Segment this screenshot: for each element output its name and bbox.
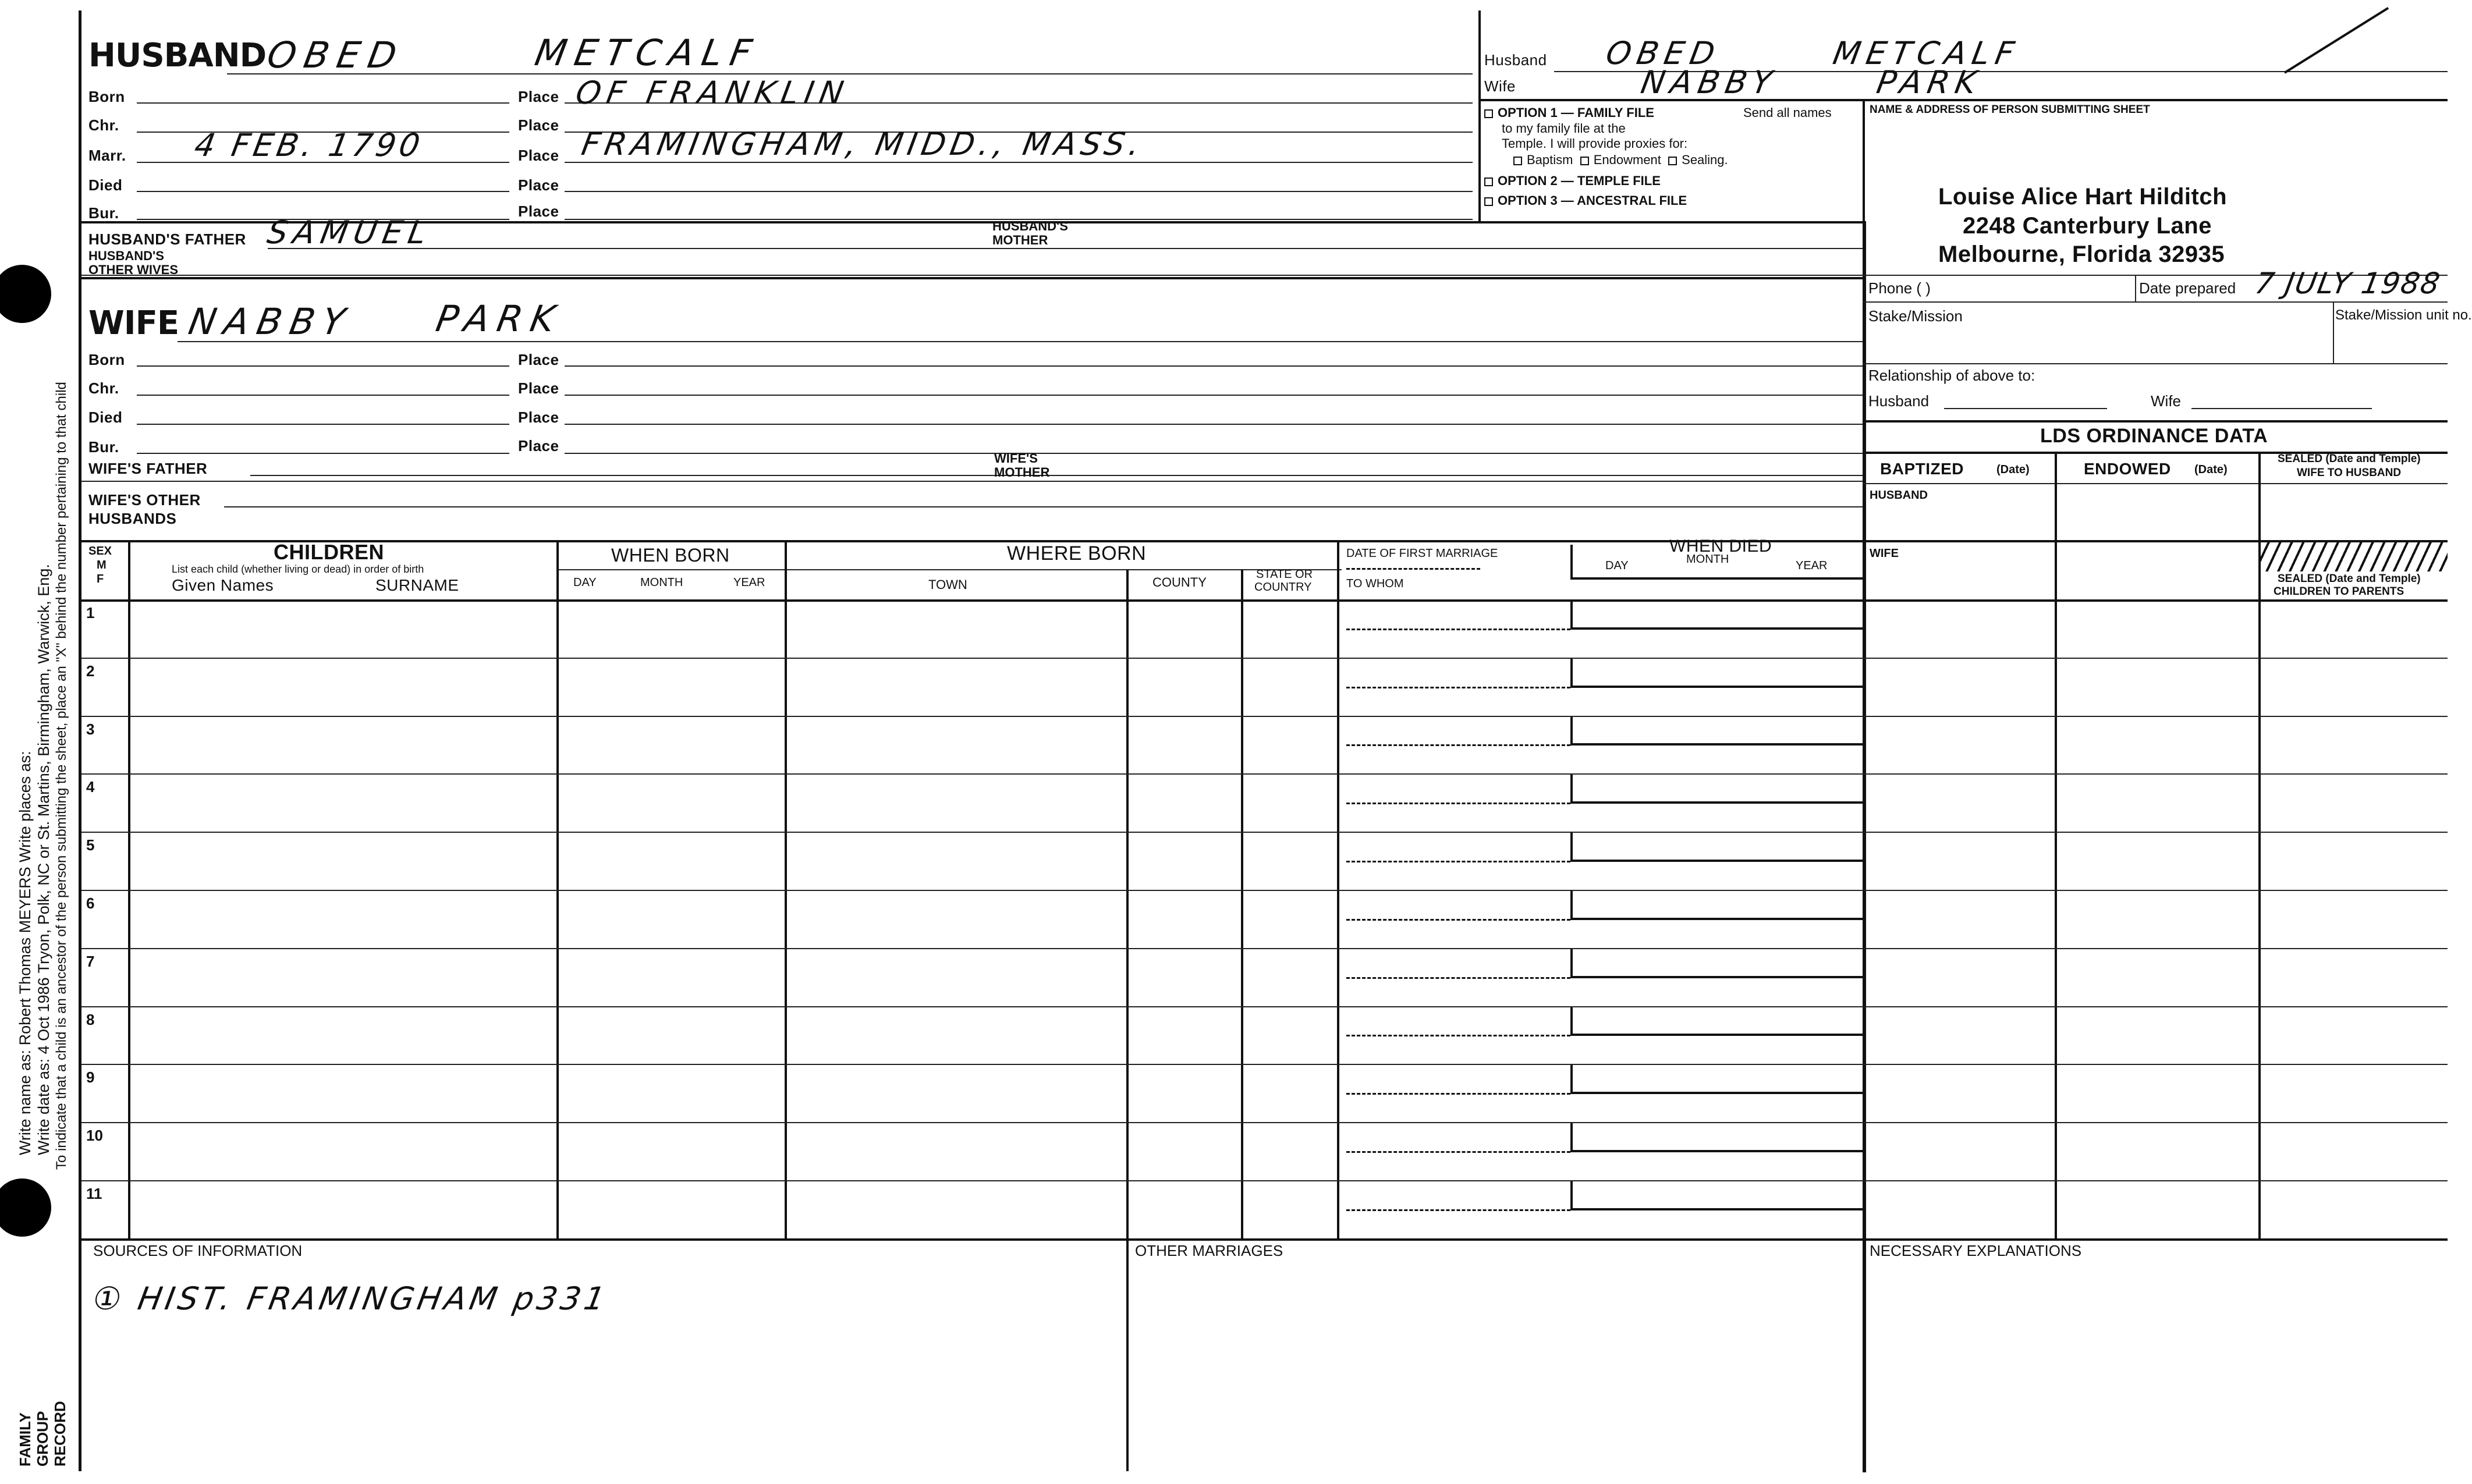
when-born-label: WHEN BORN	[611, 545, 730, 566]
footer-divider-1	[1126, 1238, 1129, 1471]
when-died-header-box	[1570, 545, 1863, 580]
husband-marr-label: Marr.	[88, 147, 126, 164]
first-marriage-label: DATE OF FIRST MARRIAGE	[1346, 547, 1498, 560]
punch-hole-top	[0, 265, 51, 323]
option1-line-c: to my family file at the	[1502, 121, 1626, 136]
record-title-1: FAMILY	[16, 1412, 34, 1467]
summary-husband-surname[interactable]: METCALF	[1830, 35, 2023, 72]
divider-husband-summary	[1478, 10, 1481, 221]
summary-husband-label: Husband	[1484, 51, 1547, 69]
other-marriages-label: OTHER MARRIAGES	[1135, 1242, 1283, 1259]
when-died-box[interactable]	[1570, 890, 1863, 920]
wife-surname[interactable]: PARK	[432, 297, 566, 340]
state-label-2: COUNTRY	[1254, 581, 1312, 594]
option3-label: OPTION 3 — ANCESTRAL FILE	[1498, 193, 1687, 208]
summary-wife-surname[interactable]: PARK	[1874, 64, 1985, 101]
wife-died-place-label: Place	[518, 409, 559, 426]
husband-chr-place-label: Place	[518, 116, 559, 134]
wife-bur-place-line	[565, 453, 1863, 454]
child-row-11[interactable]	[81, 1180, 1863, 1238]
lds-top-line	[1863, 420, 2448, 423]
rel-husband-line	[1944, 408, 2107, 409]
child-row-4[interactable]	[81, 773, 1863, 832]
child-row-number: 4	[86, 778, 95, 796]
husband-died-place-line	[565, 191, 1473, 192]
option1-line-a	[1484, 105, 1654, 120]
died-year-label: YEAR	[1796, 559, 1828, 572]
wife-born-place-line	[565, 365, 1863, 367]
first-marriage-dash	[1346, 919, 1570, 921]
child-row-number: 6	[86, 894, 95, 912]
rel-wife-label: Wife	[2151, 392, 2181, 410]
first-marriage-dash	[1346, 1151, 1570, 1153]
husband-surname[interactable]: METCALF	[531, 31, 763, 74]
wife-died-label: Died	[88, 409, 123, 426]
wife-chr-label: Chr.	[88, 379, 119, 397]
sources-value[interactable]: ① HIST. FRAMINGHAM p331	[90, 1280, 611, 1317]
born-month-label: MONTH	[640, 576, 683, 589]
died-day-label: DAY	[1605, 559, 1629, 572]
child-row-8[interactable]	[81, 1006, 1863, 1064]
husband-label: HUSBAND	[88, 37, 267, 74]
child-row-number: 3	[86, 720, 95, 738]
wife-top-line	[81, 277, 1863, 279]
wife-father-line	[250, 475, 1071, 476]
first-marriage-dash	[1346, 1035, 1570, 1036]
state-label-1: STATE OR	[1256, 568, 1313, 581]
child-row-separator	[81, 890, 2448, 891]
wife-father-label: WIFE'S FATHER	[88, 460, 208, 477]
child-row-2[interactable]	[81, 658, 1863, 716]
wife-born-place-label: Place	[518, 351, 559, 368]
child-row-number: 10	[86, 1127, 103, 1145]
lds-header-bottom-line	[1863, 483, 2448, 484]
died-month-label: MONTH	[1686, 553, 1729, 566]
phone-date-divider	[2135, 275, 2136, 301]
child-row-number: 5	[86, 836, 95, 854]
child-row-separator	[81, 1122, 2448, 1123]
summary-husband-given[interactable]: OBED	[1603, 35, 1723, 72]
child-row-separator	[81, 773, 2448, 775]
given-names-label: Given Names	[172, 576, 274, 594]
first-marriage-dash	[1346, 1209, 1570, 1211]
summary-options-divider	[1863, 99, 1865, 221]
child-row-number: 8	[86, 1010, 95, 1028]
husband-father-line	[268, 248, 1071, 249]
margin-note-2: Write date as: 4 Oct 1986 Tryon, Polk, NC or St. Martins, Birmingham, Warwick, Eng.	[35, 564, 52, 1155]
proxy-endowment-checkbox[interactable]	[1580, 157, 1589, 165]
lds-endowed: ENDOWED	[2084, 460, 2171, 478]
lds-sealed-c2p-2: CHILDREN TO PARENTS	[2274, 585, 2404, 598]
husband-given-name[interactable]: OBED	[264, 34, 408, 76]
husband-born-place[interactable]: OF FRANKLIN	[573, 74, 853, 111]
sex-label-3: F	[97, 573, 104, 585]
wife-bur-place-label: Place	[518, 437, 559, 455]
lds-husband-label: HUSBAND	[1870, 489, 1928, 502]
rel-husband-label: Husband	[1868, 392, 1930, 410]
husband-other-wives-label-1: HUSBAND'S	[88, 248, 164, 263]
lds-sealed-c2p-1: SEALED (Date and Temple)	[2278, 573, 2421, 585]
first-marriage-dash	[1346, 629, 1570, 630]
wife-born-label: Born	[88, 351, 125, 368]
born-day-label: DAY	[573, 576, 597, 589]
wife-other-husbands-line	[224, 506, 1863, 507]
relationship-label: Relationship of above to:	[1868, 367, 2035, 384]
wife-other-husbands-label-1: WIFE'S OTHER	[88, 491, 201, 509]
wife-bur-line	[137, 453, 509, 454]
town-label: TOWN	[928, 577, 967, 592]
child-row-number: 1	[86, 604, 95, 622]
summary-wife-given[interactable]: NABBY	[1638, 64, 1781, 101]
lds-sealed-w2h-2: WIFE TO HUSBAND	[2297, 467, 2402, 479]
when-died-label: WHEN DIED	[1669, 537, 1772, 556]
child-row-separator	[81, 948, 2448, 949]
first-marriage-dash	[1346, 687, 1570, 688]
when-died-box[interactable]	[1570, 948, 1863, 978]
first-marriage-dash	[1346, 977, 1570, 979]
proxy-options	[1513, 152, 1728, 168]
husband-died-place-label: Place	[518, 176, 559, 194]
child-row-number: 7	[86, 952, 95, 970]
when-born-sub-line	[559, 569, 786, 570]
wife-died-place-line	[565, 424, 1863, 425]
option1-line-d: Temple. I will provide proxies for:	[1502, 136, 1688, 151]
wife-mother-line	[1071, 475, 1863, 476]
first-marriage-dash	[1346, 803, 1570, 804]
child-row-number: 2	[86, 662, 95, 680]
wife-other-husbands-label-2: HUSBANDS	[88, 510, 177, 527]
submitter-rel-top-line	[1863, 363, 2448, 364]
wife-chr-place-label: Place	[518, 379, 559, 397]
first-marriage-dash	[1346, 744, 1570, 746]
child-row-1[interactable]	[81, 599, 1863, 658]
lds-title: LDS ORDINANCE DATA	[2040, 425, 2268, 447]
husband-mother-label-2: MOTHER	[992, 233, 1048, 247]
husband-born-place-label: Place	[518, 88, 559, 105]
surname-label: SURNAME	[375, 576, 459, 594]
children-title: CHILDREN	[274, 540, 384, 564]
proxy-endowment-label: Endowment	[1593, 152, 1661, 167]
wife-name-line	[178, 341, 1863, 342]
lds-baptized-date: (Date)	[1996, 463, 2030, 476]
submitter-stake-top-line	[1863, 301, 2448, 303]
proxy-sealing-label: Sealing.	[1682, 152, 1728, 167]
husband-born-line	[137, 102, 509, 104]
summary-wife-label: Wife	[1484, 77, 1516, 95]
child-row-9[interactable]	[81, 1064, 1863, 1122]
stake-divider	[2333, 301, 2334, 363]
record-title-3: RECORD	[51, 1401, 69, 1467]
county-label: COUNTY	[1152, 575, 1207, 590]
divider-right-panel	[1863, 221, 1866, 1472]
husband-marr-place-label: Place	[518, 147, 559, 164]
option2-label: OPTION 2 — TEMPLE FILE	[1498, 173, 1661, 188]
margin-note-3: To indicate that a child is an ancestor of the person submitting the sheet, place an "X" behind the number pertaining to that child	[54, 382, 69, 1170]
child-row-6[interactable]	[81, 890, 1863, 948]
child-row-separator	[81, 1064, 2448, 1065]
when-died-box[interactable]	[1570, 832, 1863, 862]
sex-label-2: M	[97, 559, 107, 571]
proxy-baptism-label: Baptism	[1527, 152, 1573, 167]
when-died-box[interactable]	[1570, 658, 1863, 688]
date-prepared-label: Date prepared	[2139, 279, 2236, 297]
date-prepared-value[interactable]: 7 JULY 1988	[2252, 267, 2443, 300]
when-died-box[interactable]	[1570, 599, 1863, 630]
where-born-label: WHERE BORN	[1007, 542, 1147, 565]
when-died-box[interactable]	[1570, 1064, 1863, 1094]
rel-wife-line	[2191, 408, 2372, 409]
children-bottom-line	[81, 1238, 2448, 1241]
wife-label: WIFE	[88, 304, 179, 342]
husband-other-wives-line	[81, 275, 1863, 276]
husband-bur-label: Bur.	[88, 204, 119, 222]
submitter-header: NAME & ADDRESS OF PERSON SUBMITTING SHEET	[1870, 104, 2150, 116]
child-row-number: 11	[86, 1185, 102, 1202]
wife-mother-label-2: MOTHER	[994, 465, 1050, 480]
when-died-box[interactable]	[1570, 1180, 1863, 1210]
sources-label: SOURCES OF INFORMATION	[93, 1242, 303, 1259]
submitter-city[interactable]: Melbourne, Florida 32935	[1938, 242, 2225, 267]
summary-wife-line	[1478, 99, 2448, 101]
lds-sealed-w2h-1: SEALED (Date and Temple)	[2278, 453, 2421, 465]
punch-hole-bottom	[0, 1178, 51, 1237]
husband-other-wives-label-2: OTHER WIVES	[88, 262, 179, 277]
child-row-separator	[81, 658, 2448, 659]
husband-chr-label: Chr.	[88, 116, 119, 134]
when-died-box[interactable]	[1570, 716, 1863, 746]
option1-line-b: Send all names	[1743, 105, 1832, 120]
husband-father-name[interactable]: SAMUEL	[264, 214, 435, 251]
submitter-street[interactable]: 2248 Canterbury Lane	[1963, 213, 2212, 239]
wife-chr-line	[137, 395, 509, 396]
when-died-box[interactable]	[1570, 1122, 1863, 1152]
option1-title: OPTION 1 — FAMILY FILE	[1498, 105, 1654, 120]
child-row-7[interactable]	[81, 948, 1863, 1006]
husband-mother-label-1: HUSBAND'S	[992, 219, 1068, 233]
children-subtitle: List each child (whether living or dead) in order of birth	[172, 563, 424, 575]
born-year-label: YEAR	[733, 576, 765, 589]
record-title-2: GROUP	[34, 1411, 51, 1467]
option2[interactable]	[1484, 173, 1661, 189]
lds-col-2	[2258, 452, 2261, 1238]
wife-given-name[interactable]: NABBY	[185, 300, 357, 343]
record-title	[16, 1350, 69, 1467]
husband-died-line	[137, 191, 509, 192]
family-group-record-form	[79, 10, 2472, 1471]
child-row-separator	[81, 1180, 2448, 1181]
lds-hatched-cell	[2258, 542, 2448, 571]
necessary-explanations-label: NECESSARY EXPLANATIONS	[1870, 1242, 2082, 1259]
first-marriage-header-dash	[1346, 568, 1480, 570]
husband-marr-place[interactable]: FRAMINGHAM, MIDD., MASS.	[579, 126, 1147, 162]
husband-died-label: Died	[88, 176, 123, 194]
child-row-separator	[81, 832, 2448, 833]
proxy-sealing-checkbox[interactable]	[1668, 157, 1677, 165]
wife-father-bottom-line	[81, 481, 1863, 482]
wife-died-line	[137, 424, 509, 425]
submitter-name[interactable]: Louise Alice Hart Hilditch	[1938, 184, 2228, 210]
husband-born-label: Born	[88, 88, 125, 105]
when-died-box[interactable]	[1570, 773, 1863, 804]
to-whom-label: TO WHOM	[1346, 577, 1404, 590]
lds-wife-label: WIFE	[1870, 547, 1899, 560]
lds-col-1	[2055, 452, 2057, 1238]
lds-baptized: BAPTIZED	[1880, 460, 1964, 478]
lds-children-top-line	[1863, 599, 2448, 602]
summary-slash-mark	[2284, 7, 2389, 74]
when-died-box[interactable]	[1570, 1006, 1863, 1036]
husband-mother-line	[1071, 248, 1863, 249]
child-row-separator	[81, 1006, 2448, 1007]
proxy-baptism-checkbox[interactable]	[1513, 157, 1522, 165]
husband-marr-date[interactable]: 4 FEB. 1790	[191, 127, 427, 164]
stake-label: Stake/Mission	[1868, 307, 1963, 325]
wife-bur-label: Bur.	[88, 438, 119, 456]
wife-chr-place-line	[565, 395, 1863, 396]
child-row-10[interactable]	[81, 1122, 1863, 1180]
phone-label: Phone ( )	[1868, 279, 1931, 297]
lds-endowed-date: (Date)	[2194, 463, 2228, 476]
first-marriage-dash	[1346, 1093, 1570, 1095]
wife-born-line	[137, 365, 509, 367]
child-row-3[interactable]	[81, 716, 1863, 774]
wife-mother-label-1: WIFE'S	[994, 451, 1038, 466]
first-marriage-dash	[1346, 861, 1570, 862]
husband-father-label: HUSBAND'S FATHER	[88, 230, 246, 248]
child-row-number: 9	[86, 1068, 95, 1087]
husband-bur-place-label: Place	[518, 203, 559, 220]
option3[interactable]	[1484, 193, 1687, 208]
margin-note-1: Write name as: Robert Thomas MEYERS Write places as:	[16, 751, 34, 1155]
sex-label-1: SEX	[88, 545, 112, 558]
child-row-5[interactable]	[81, 832, 1863, 890]
child-row-separator	[81, 716, 2448, 717]
stake-unit-label: Stake/Mission unit no.	[2335, 307, 2472, 323]
